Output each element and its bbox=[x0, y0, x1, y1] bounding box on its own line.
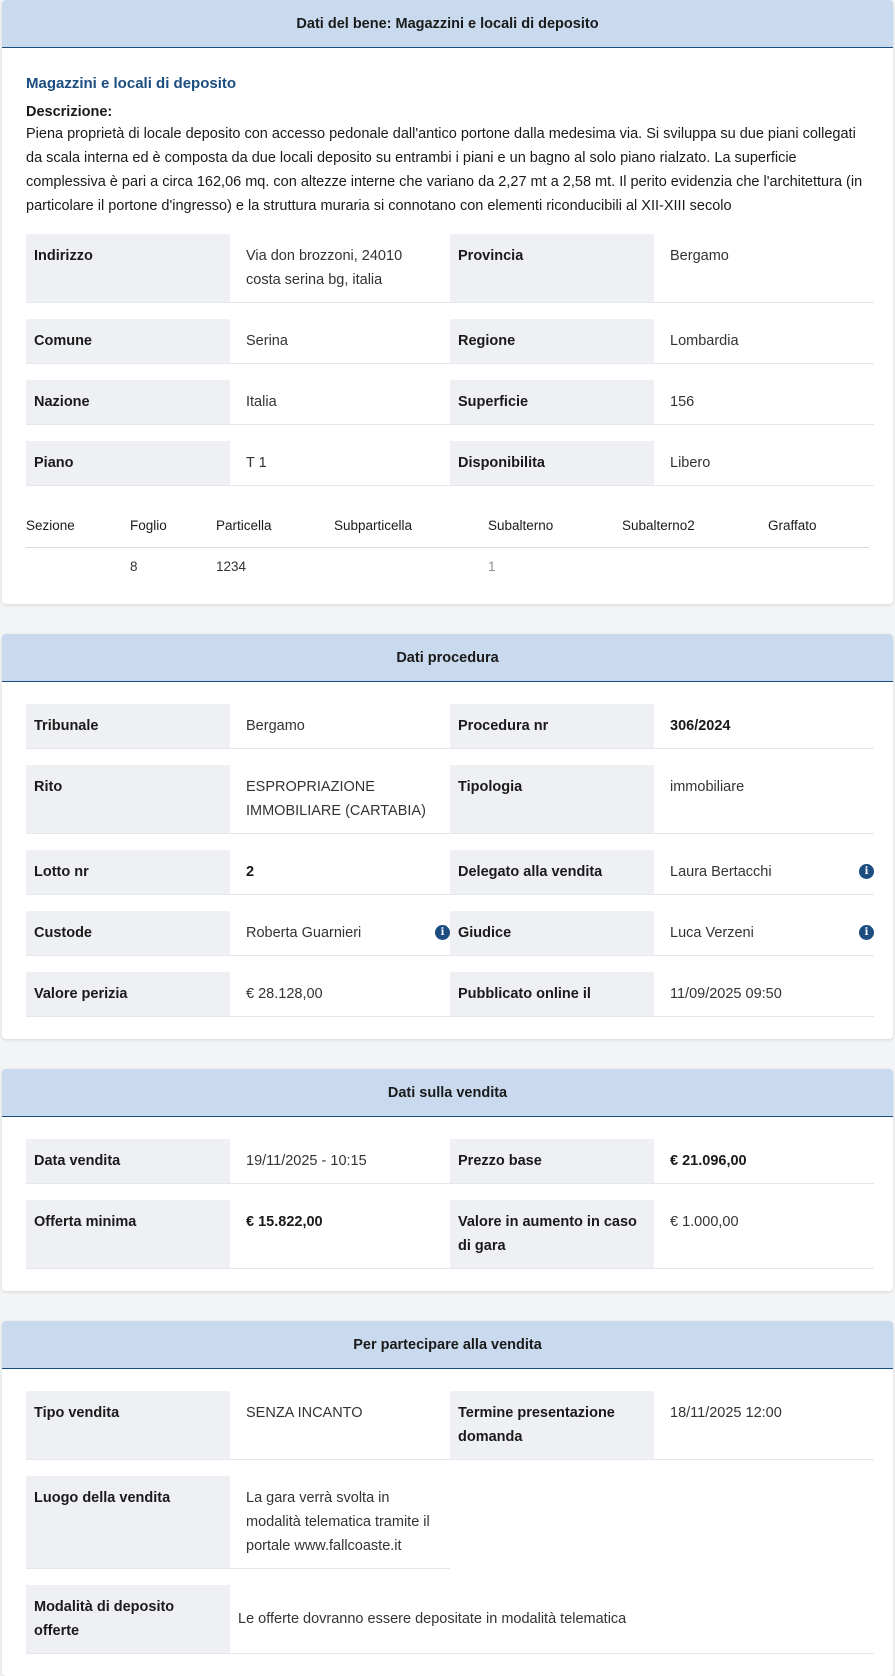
tipologia-value: immobiliare bbox=[654, 765, 874, 834]
valore-perizia-value: € 28.128,00 bbox=[230, 972, 450, 1017]
piano-label: Piano bbox=[26, 441, 230, 486]
partecipare-grid bbox=[26, 1391, 869, 1654]
superficie-label: Superficie bbox=[450, 380, 654, 425]
tipo-vendita-label: Tipo vendita bbox=[26, 1391, 230, 1460]
deposito-label: Modalità di deposito offerte bbox=[26, 1585, 230, 1654]
catasto-cell-sezione bbox=[26, 548, 130, 583]
info-icon[interactable]: i bbox=[859, 925, 874, 940]
vendita-header: Dati sulla vendita bbox=[2, 1069, 893, 1117]
vendita-card bbox=[2, 1069, 893, 1291]
catasto-cell-subparticella bbox=[334, 548, 488, 583]
catasto-header-subalterno: Subalterno bbox=[488, 510, 622, 548]
pubblicato-label: Pubblicato online il bbox=[450, 972, 654, 1017]
piano-value: T 1 bbox=[230, 441, 450, 486]
info-icon[interactable]: i bbox=[859, 864, 874, 879]
partecipare-card bbox=[2, 1321, 893, 1676]
procedura-card bbox=[2, 634, 893, 1039]
catasto-header-subalterno2: Subalterno2 bbox=[622, 510, 768, 548]
catasto-table bbox=[26, 510, 869, 582]
vendita-grid bbox=[26, 1139, 869, 1269]
catasto-header-sezione: Sezione bbox=[26, 510, 130, 548]
catasto-header-particella: Particella bbox=[216, 510, 334, 548]
luogo-value: La gara verrà svolta in modalità telematica tramite il portale www.fallcoaste.it bbox=[230, 1476, 450, 1569]
nazione-label: Nazione bbox=[26, 380, 230, 425]
pubblicato-value: 11/09/2025 09:50 bbox=[654, 972, 874, 1017]
procedura-nr-value: 306/2024 bbox=[654, 704, 874, 749]
aumento-value: € 1.000,00 bbox=[654, 1200, 874, 1269]
prezzo-base-label: Prezzo base bbox=[450, 1139, 654, 1184]
catasto-cell-subalterno2 bbox=[622, 548, 768, 583]
indirizzo-label: Indirizzo bbox=[26, 234, 230, 303]
aumento-label: Valore in aumento in caso di gara bbox=[450, 1200, 654, 1269]
indirizzo-value: Via don brozzoni, 24010 costa serina bg, italia bbox=[230, 234, 450, 303]
termine-value: 18/11/2025 12:00 bbox=[654, 1391, 874, 1460]
bene-details-grid bbox=[26, 234, 869, 486]
custode-cell bbox=[230, 911, 450, 956]
data-vendita-value: 19/11/2025 - 10:15 bbox=[230, 1139, 450, 1184]
catasto-header-foglio: Foglio bbox=[130, 510, 216, 548]
termine-label: Termine presentazione domanda bbox=[450, 1391, 654, 1460]
deposito-value: Le offerte dovranno essere depositate in modalità telematica bbox=[230, 1585, 874, 1654]
bene-subtitle: Magazzini e locali di deposito bbox=[26, 75, 237, 92]
custode-label: Custode bbox=[26, 911, 230, 956]
procedura-grid bbox=[26, 704, 869, 1017]
nazione-value: Italia bbox=[230, 380, 450, 425]
catasto-cell-graffato bbox=[768, 548, 869, 583]
procedura-header: Dati procedura bbox=[2, 634, 893, 682]
delegato-value: Laura Bertacchi bbox=[670, 864, 772, 880]
giudice-cell bbox=[654, 911, 874, 956]
tipologia-label: Tipologia bbox=[450, 765, 654, 834]
catasto-cell-particella: 1234 bbox=[216, 559, 247, 574]
tribunale-value: Bergamo bbox=[230, 704, 450, 749]
rito-value: ESPROPRIAZIONE IMMOBILIARE (CARTABIA) bbox=[230, 765, 450, 834]
bene-card bbox=[2, 0, 893, 604]
prezzo-base-value: € 21.096,00 bbox=[654, 1139, 874, 1184]
provincia-value: Bergamo bbox=[654, 234, 874, 303]
bene-header: Dati del bene: Magazzini e locali di deposito bbox=[2, 0, 893, 48]
luogo-label: Luogo della vendita bbox=[26, 1476, 230, 1569]
disponibilita-label: Disponibilita bbox=[450, 441, 654, 486]
regione-value: Lombardia bbox=[654, 319, 874, 364]
tipo-vendita-value: SENZA INCANTO bbox=[230, 1391, 450, 1460]
description-label: Descrizione: bbox=[26, 104, 113, 120]
procedura-nr-label: Procedura nr bbox=[450, 704, 654, 749]
catasto-cell-subalterno: 1 bbox=[488, 559, 496, 574]
catasto-cell-foglio: 8 bbox=[130, 559, 138, 574]
lotto-value: 2 bbox=[230, 850, 450, 895]
table-row bbox=[26, 548, 869, 583]
catasto-header-subparticella: Subparticella bbox=[334, 510, 488, 548]
superficie-value: 156 bbox=[654, 380, 874, 425]
rito-label: Rito bbox=[26, 765, 230, 834]
disponibilita-value: Libero bbox=[654, 441, 874, 486]
catasto-header-graffato: Graffato bbox=[768, 510, 869, 548]
giudice-label: Giudice bbox=[450, 911, 654, 956]
comune-value: Serina bbox=[230, 319, 450, 364]
data-vendita-label: Data vendita bbox=[26, 1139, 230, 1184]
description-text: Piena proprietà di locale deposito con accesso pedonale dall'antico portone dalla medesima via. Si sviluppa su due piani collegati da scala interna ed è composta da due locali deposito su entrambi i piani e un bagno al solo piano rialzato. La superficie complessiva è pari a circa 162,06 mq. con altezze interne che variano da 2,27 mt a 2,58 mt. Il perito evidenzia che l'architettura (in particolare il portone d'ingresso) e la struttura muraria si connotano con elementi riconducibili al XII-XIII secolo bbox=[26, 126, 863, 214]
comune-label: Comune bbox=[26, 319, 230, 364]
tribunale-label: Tribunale bbox=[26, 704, 230, 749]
info-icon[interactable]: i bbox=[435, 925, 450, 940]
custode-value: Roberta Guarnieri bbox=[246, 925, 362, 941]
regione-label: Regione bbox=[450, 319, 654, 364]
offerta-minima-label: Offerta minima bbox=[26, 1200, 230, 1269]
giudice-value: Luca Verzeni bbox=[670, 925, 754, 941]
lotto-label: Lotto nr bbox=[26, 850, 230, 895]
partecipare-header: Per partecipare alla vendita bbox=[2, 1321, 893, 1369]
valore-perizia-label: Valore perizia bbox=[26, 972, 230, 1017]
delegato-label: Delegato alla vendita bbox=[450, 850, 654, 895]
delegato-cell bbox=[654, 850, 874, 895]
offerta-minima-value: € 15.822,00 bbox=[230, 1200, 450, 1269]
provincia-label: Provincia bbox=[450, 234, 654, 303]
